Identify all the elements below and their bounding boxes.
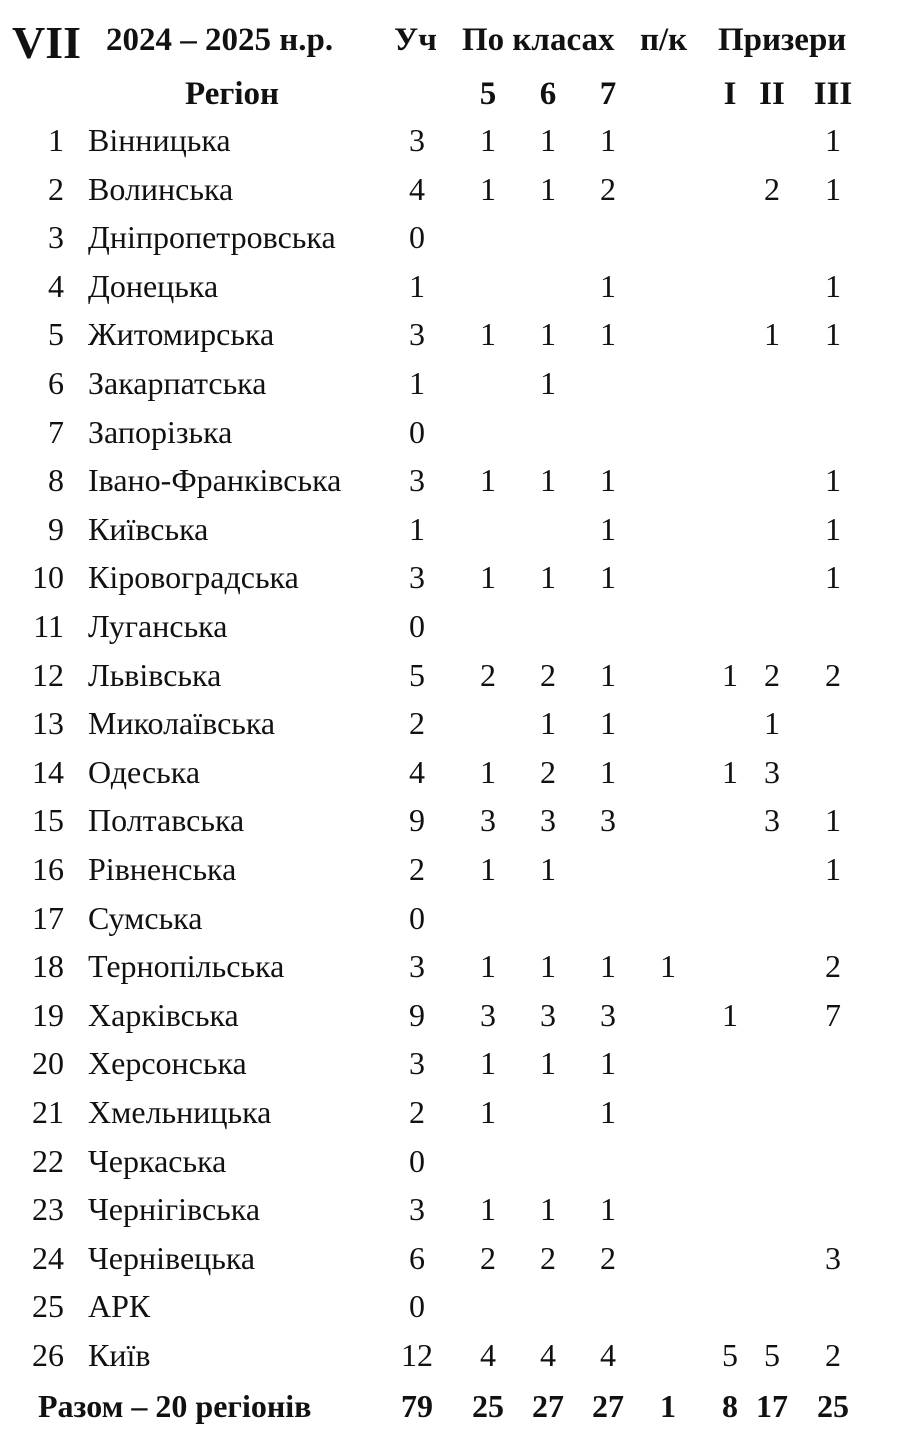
region-name: Закарпатська [88, 365, 267, 401]
table-row [0, 221, 911, 269]
total-prize-2: 17 [756, 1388, 788, 1424]
class-6-count: 3 [540, 802, 556, 839]
class-7-count: 3 [600, 802, 616, 839]
header-prize-3: III [813, 76, 853, 112]
participants-count: 3 [409, 948, 425, 985]
prize-3-count: 1 [825, 170, 841, 207]
class-7-count: 1 [600, 753, 616, 790]
table-row [0, 413, 911, 464]
region-name: Вінницька [88, 122, 231, 158]
prize-2-count: 2 [764, 656, 780, 693]
row-number: 26 [32, 1337, 64, 1373]
class-7-count: 4 [600, 1337, 616, 1373]
class-5-count: 1 [480, 462, 496, 499]
header-prize-2: II [759, 76, 785, 112]
total-label: Разом – 20 регіонів [38, 1388, 312, 1424]
table-row [0, 170, 911, 221]
participants-count: 5 [409, 656, 425, 693]
class-6-count: 2 [540, 656, 556, 693]
table-row [0, 996, 911, 1047]
class-5-count: 1 [480, 753, 496, 790]
total-pk: 1 [660, 1388, 676, 1424]
table-row [0, 1290, 911, 1338]
table-row [0, 950, 911, 998]
row-number: 10 [32, 559, 64, 596]
participants-count: 1 [409, 267, 425, 304]
row-number: 5 [48, 316, 64, 353]
row-number: 12 [32, 656, 64, 693]
region-name: Полтавська [88, 802, 245, 839]
table-row [0, 124, 911, 172]
region-name: АРК [88, 1288, 151, 1325]
participants-count: 3 [409, 316, 425, 353]
region-name: Чернігівська [88, 1191, 261, 1228]
row-number: 1 [48, 122, 64, 158]
region-name: Хмельницька [88, 1094, 272, 1130]
prize-3-count: 1 [825, 802, 841, 839]
participants-count: 3 [409, 1191, 425, 1228]
row-number: 6 [48, 365, 64, 401]
region-name: Херсонська [88, 1045, 247, 1082]
class-7-count: 1 [600, 948, 616, 985]
participants-count: 0 [409, 1288, 425, 1325]
prize-3-count: 1 [825, 267, 841, 304]
region-name: Одеська [88, 753, 201, 790]
prize-2-count: 1 [764, 316, 780, 353]
class-7-count: 1 [600, 1045, 616, 1082]
class-5-count: 1 [480, 948, 496, 985]
prize-3-count: 2 [825, 656, 841, 693]
participants-count: 3 [409, 122, 425, 158]
region-name: Донецька [88, 267, 219, 304]
header-year: 2024 – 2025 н.р. [106, 22, 334, 58]
total-participants: 79 [401, 1388, 433, 1424]
class-6-count: 1 [540, 1191, 556, 1228]
class-6-count: 1 [540, 948, 556, 985]
class-7-count: 1 [600, 559, 616, 596]
region-name: Дніпропетровська [88, 219, 336, 256]
class-5-count: 3 [480, 802, 496, 839]
total-class-7: 27 [592, 1388, 624, 1424]
class-7-count: 1 [600, 705, 616, 742]
class-5-count: 1 [480, 559, 496, 596]
class-5-count: 1 [480, 1094, 496, 1130]
header-participants: Уч [394, 22, 437, 58]
region-name: Черкаська [88, 1142, 227, 1179]
class-7-count: 1 [600, 316, 616, 353]
class-7-count: 1 [600, 656, 616, 693]
region-name: Івано-Франківська [88, 462, 342, 499]
header-prize-1: I [723, 76, 737, 112]
class-5-count: 1 [480, 1045, 496, 1082]
row-number: 25 [32, 1288, 64, 1325]
row-number: 13 [32, 705, 64, 742]
participants-count: 12 [401, 1337, 433, 1373]
row-number: 15 [32, 802, 64, 839]
prize-1-count: 1 [722, 753, 738, 790]
row-number: 7 [48, 413, 64, 450]
row-number: 19 [32, 996, 64, 1033]
class-6-count: 1 [540, 705, 556, 742]
prize-2-count: 5 [764, 1337, 780, 1373]
header-roman: VII [12, 17, 82, 68]
header-class-6: 6 [539, 76, 557, 112]
participants-count: 9 [409, 802, 425, 839]
prize-1-count: 1 [722, 996, 738, 1033]
pk-count: 1 [660, 948, 676, 985]
prize-3-count: 7 [825, 996, 841, 1033]
header-region: Регіон [185, 76, 280, 112]
total-class-5: 25 [472, 1388, 504, 1424]
table-row [0, 1096, 911, 1144]
header-prizewinners: Призери [718, 22, 847, 58]
participants-count: 3 [409, 559, 425, 596]
row-number: 23 [32, 1191, 64, 1228]
table-row [0, 853, 911, 901]
region-name: Рівненська [88, 851, 237, 887]
region-name: Миколаївська [88, 705, 276, 742]
region-name: Запорізька [88, 413, 233, 450]
region-name: Луганська [88, 608, 228, 644]
total-prize-3: 25 [817, 1388, 849, 1424]
prize-3-count: 1 [825, 122, 841, 158]
row-number: 2 [48, 170, 64, 207]
row-number: 4 [48, 267, 64, 304]
class-6-count: 1 [540, 365, 556, 401]
class-7-count: 2 [600, 170, 616, 207]
prize-3-count: 3 [825, 1239, 841, 1276]
table-row [0, 707, 911, 755]
class-6-count: 1 [540, 559, 556, 596]
class-7-count: 1 [600, 510, 616, 547]
class-5-count: 1 [480, 851, 496, 887]
row-number: 9 [48, 510, 64, 547]
participants-count: 0 [409, 1142, 425, 1179]
class-5-count: 1 [480, 122, 496, 158]
class-7-count: 1 [600, 1191, 616, 1228]
prize-3-count: 2 [825, 1337, 841, 1373]
class-7-count: 1 [600, 267, 616, 304]
region-name: Львівська [88, 656, 222, 693]
table-row [0, 464, 911, 512]
total-row [0, 1390, 911, 1438]
participants-count: 4 [409, 170, 425, 207]
prize-2-count: 3 [764, 753, 780, 790]
participants-count: 0 [409, 413, 425, 450]
class-5-count: 1 [480, 316, 496, 353]
table-row [0, 561, 911, 609]
class-7-count: 2 [600, 1239, 616, 1276]
class-7-count: 1 [600, 122, 616, 158]
prize-3-count: 2 [825, 948, 841, 985]
participants-count: 6 [409, 1239, 425, 1276]
header-by-class: По класах [462, 22, 615, 58]
region-name: Волинська [88, 170, 234, 207]
row-number: 8 [48, 462, 64, 499]
table-row [0, 804, 911, 852]
class-6-count: 3 [540, 996, 556, 1033]
row-number: 24 [32, 1239, 64, 1276]
class-5-count: 3 [480, 996, 496, 1033]
table-row [0, 1239, 911, 1290]
class-6-count: 1 [540, 170, 556, 207]
prize-3-count: 1 [825, 510, 841, 547]
region-name: Сумська [88, 899, 203, 936]
header-pk: п/к [640, 22, 688, 58]
class-7-count: 3 [600, 996, 616, 1033]
class-7-count: 1 [600, 1094, 616, 1130]
prize-1-count: 5 [722, 1337, 738, 1373]
row-number: 21 [32, 1094, 64, 1130]
prize-3-count: 1 [825, 559, 841, 596]
table-row [0, 267, 911, 318]
participants-count: 9 [409, 996, 425, 1033]
header-class-7: 7 [599, 76, 617, 112]
prize-2-count: 2 [764, 170, 780, 207]
prize-3-count: 1 [825, 316, 841, 353]
row-number: 17 [32, 899, 64, 936]
prize-1-count: 1 [722, 656, 738, 693]
region-name: Київ [88, 1337, 151, 1373]
region-name: Кіровоградська [88, 559, 299, 596]
total-class-6: 27 [532, 1388, 564, 1424]
row-number: 3 [48, 219, 64, 256]
row-number: 22 [32, 1142, 64, 1179]
participants-count: 1 [409, 510, 425, 547]
header-class-5: 5 [479, 76, 497, 112]
table-row [0, 318, 911, 366]
class-5-count: 2 [480, 656, 496, 693]
participants-count: 0 [409, 608, 425, 644]
table-row [0, 1193, 911, 1241]
region-name: Тернопільська [88, 948, 285, 985]
class-5-count: 4 [480, 1337, 496, 1373]
table-row [0, 610, 911, 658]
prize-2-count: 1 [764, 705, 780, 742]
participants-count: 0 [409, 219, 425, 256]
participants-count: 2 [409, 1094, 425, 1130]
region-name: Харківська [88, 996, 239, 1033]
participants-count: 2 [409, 851, 425, 887]
table-row [0, 656, 911, 707]
class-5-count: 2 [480, 1239, 496, 1276]
table-row [0, 367, 911, 415]
class-5-count: 1 [480, 1191, 496, 1228]
total-prize-1: 8 [722, 1388, 738, 1424]
class-6-count: 1 [540, 122, 556, 158]
row-number: 11 [33, 608, 64, 644]
class-7-count: 1 [600, 462, 616, 499]
row-number: 16 [32, 851, 64, 887]
participants-count: 1 [409, 365, 425, 401]
table-row [0, 899, 911, 950]
participants-count: 2 [409, 705, 425, 742]
class-6-count: 1 [540, 1045, 556, 1082]
prize-3-count: 1 [825, 851, 841, 887]
table-row [0, 510, 911, 561]
prize-3-count: 1 [825, 462, 841, 499]
participants-count: 4 [409, 753, 425, 790]
class-6-count: 2 [540, 753, 556, 790]
class-6-count: 1 [540, 462, 556, 499]
table-row [0, 1047, 911, 1095]
participants-count: 3 [409, 1045, 425, 1082]
class-6-count: 4 [540, 1337, 556, 1373]
row-number: 20 [32, 1045, 64, 1082]
region-name: Житомирська [88, 316, 275, 353]
class-5-count: 1 [480, 170, 496, 207]
class-6-count: 2 [540, 1239, 556, 1276]
participants-count: 3 [409, 462, 425, 499]
row-number: 14 [32, 753, 64, 790]
prize-2-count: 3 [764, 802, 780, 839]
region-name: Чернівецька [88, 1239, 256, 1276]
table-row [0, 1142, 911, 1193]
table-row [0, 753, 911, 804]
region-name: Київська [88, 510, 209, 547]
class-6-count: 1 [540, 851, 556, 887]
row-number: 18 [32, 948, 64, 985]
table-row [0, 1339, 911, 1387]
class-6-count: 1 [540, 316, 556, 353]
participants-count: 0 [409, 899, 425, 936]
